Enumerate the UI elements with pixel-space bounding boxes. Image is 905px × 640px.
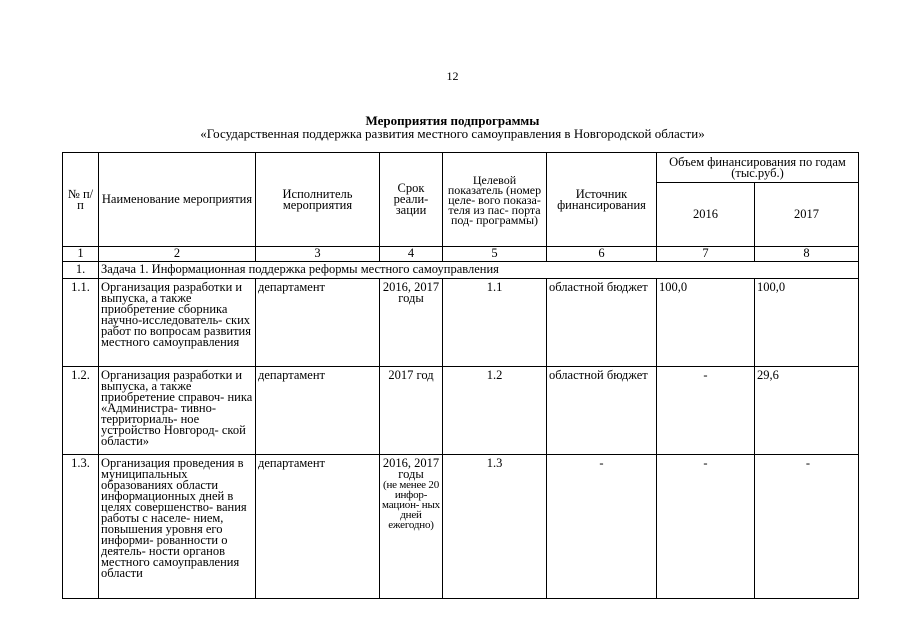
- document-title: [0, 114, 905, 140]
- header-year-2017: 2017: [755, 183, 859, 247]
- colnum-2: 2: [99, 247, 256, 262]
- colnum-4: 4: [380, 247, 443, 262]
- row-source: областной бюджет: [547, 367, 657, 455]
- row-name: Организация проведения в муниципальных образованиях области информационных дней в целях совершенство- вания работы с населе- нием, повышения уровня его информи- рованности о деятель- ности органов местного самоуправления области: [99, 455, 256, 599]
- activities-table: [62, 152, 859, 599]
- page-number: 12: [446, 69, 459, 83]
- header-source: Источник финансирования: [547, 153, 657, 247]
- row-value-2017: 100,0: [755, 279, 859, 367]
- row-num: 1.2.: [63, 367, 99, 455]
- task-num: 1.: [63, 262, 99, 279]
- row-name: Организация разработки и выпуска, а также приобретение сборника научно-исследователь- ских работ по вопросам развития местного самоуправления: [99, 279, 256, 367]
- header-row-1: [63, 153, 859, 183]
- table-row: [63, 279, 859, 367]
- row-name: Организация разработки и выпуска, а также приобретение справоч- ника «Администра- тивно-территориаль- ное устройство Новгород- ской области»: [99, 367, 256, 455]
- colnum-8: 8: [755, 247, 859, 262]
- row-term: 2017 год: [380, 367, 443, 455]
- table-row: [63, 367, 859, 455]
- title-line-2: «Государственная поддержка развития местного самоуправления в Новгородской области»: [200, 126, 705, 141]
- header-indicator: Целевой показатель (номер целе- вого показа- теля из пас- порта под- программы): [443, 153, 547, 247]
- row-executor: департамент: [256, 455, 380, 599]
- table-row: [63, 455, 859, 599]
- row-value-2016: -: [657, 455, 755, 599]
- row-source: -: [547, 455, 657, 599]
- header-num: № п/п: [63, 153, 99, 247]
- row-term-cell: [380, 455, 443, 599]
- header-term: Срок реали- зации: [380, 153, 443, 247]
- row-term-note: (не менее 20 инфор- мацион- ных дней ежегодно): [382, 479, 440, 531]
- row-source: областной бюджет: [547, 279, 657, 367]
- row-value-2016: 100,0: [657, 279, 755, 367]
- column-numbers-row: [63, 247, 859, 262]
- header-name: Наименование мероприятия: [99, 153, 256, 247]
- row-term: 2016, 2017 годы: [380, 279, 443, 367]
- colnum-5: 5: [443, 247, 547, 262]
- row-value-2017: -: [755, 455, 859, 599]
- header-executor: Исполнитель мероприятия: [256, 153, 380, 247]
- row-term: 2016, 2017 годы: [382, 456, 440, 481]
- row-indicator: 1.1: [443, 279, 547, 367]
- task-text: Задача 1. Информационная поддержка реформы местного самоуправления: [99, 262, 859, 279]
- task-row: [63, 262, 859, 279]
- header-funding: Объем финансирования по годам (тыс.руб.): [657, 153, 859, 183]
- row-indicator: 1.3: [443, 455, 547, 599]
- row-num: 1.3.: [63, 455, 99, 599]
- colnum-3: 3: [256, 247, 380, 262]
- row-executor: департамент: [256, 279, 380, 367]
- colnum-1: 1: [63, 247, 99, 262]
- header-year-2016: 2016: [657, 183, 755, 247]
- title-line-1: Мероприятия подпрограммы: [365, 113, 540, 128]
- colnum-6: 6: [547, 247, 657, 262]
- colnum-7: 7: [657, 247, 755, 262]
- row-executor: департамент: [256, 367, 380, 455]
- row-value-2016: -: [657, 367, 755, 455]
- row-num: 1.1.: [63, 279, 99, 367]
- row-indicator: 1.2: [443, 367, 547, 455]
- row-value-2017: 29,6: [755, 367, 859, 455]
